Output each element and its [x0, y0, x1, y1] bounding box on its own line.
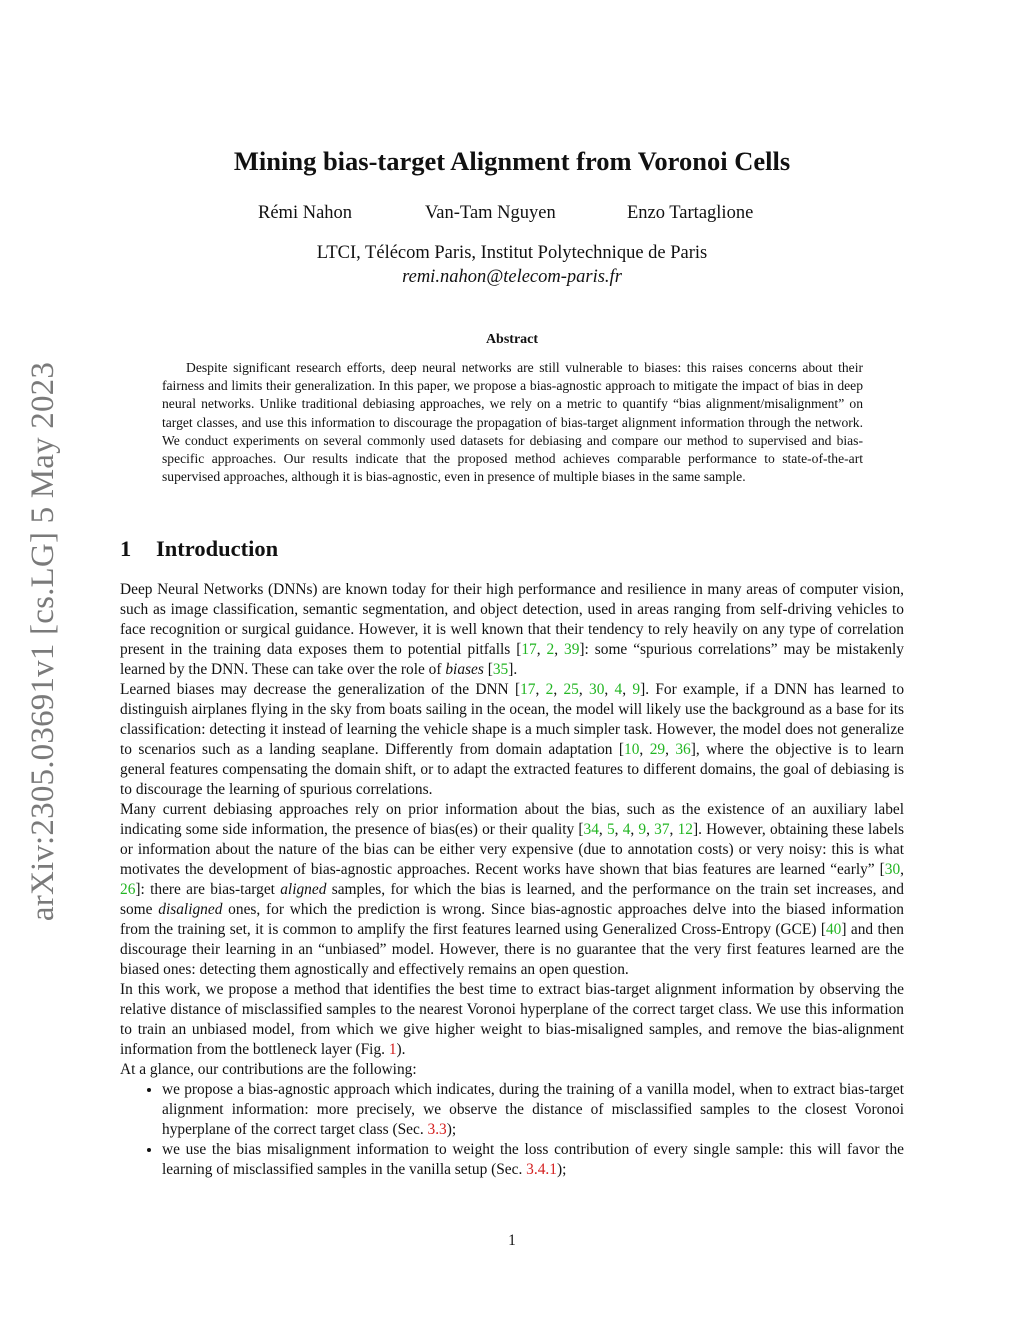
text-run: we use the bias misalignment information to weight the loss contribution of every single sample: this will favor the learning of misclassified samples in the vanilla setup (Sec. [162, 1141, 904, 1178]
citation-link[interactable]: 30 [589, 681, 605, 698]
text-run: , [614, 821, 623, 838]
text-run: In this work, we propose a method that identifies the best time to extract bias-target alignment information by observing the relative distance of misclassified samples to the nearest Voronoi hyperplane of the correct target class. We use this information to train an unbiased model, from which we give higher weight to bias-misaligned samples, and remove the bias-alignment information from the bottleneck layer (Fig. [120, 981, 904, 1058]
text-run: ); [446, 1121, 457, 1138]
citation-link[interactable]: 2 [545, 681, 554, 698]
page-number: 1 [508, 1232, 516, 1249]
arxiv-stamp [14, 351, 74, 931]
text-run: Many current debiasing approaches rely on prior information about the bias, such as the existence of an auxiliary label indicating some side information, the presence of bias(es) or their quality [ [120, 801, 904, 838]
text-run: , [646, 821, 655, 838]
text-run: , [604, 681, 615, 698]
text-run: samples, for which the bias is learned, and the performance on the train set increases, and some [120, 881, 904, 918]
text-run: ]. [508, 661, 518, 678]
text-run: , [578, 681, 589, 698]
text-run: ]: there are bias-target [135, 881, 281, 898]
citation-link[interactable]: 2 [546, 641, 555, 658]
citation-link[interactable]: 26 [120, 881, 136, 898]
paragraph [120, 800, 904, 980]
text-run: , [630, 821, 639, 838]
author-list [0, 203, 1024, 229]
text-run: , [536, 641, 547, 658]
citation-link[interactable]: 25 [563, 681, 579, 698]
abstract-heading: Abstract [485, 332, 539, 347]
cross-reference-link[interactable]: 3.4.1 [526, 1161, 557, 1178]
author-name: Enzo Tartaglione [627, 203, 754, 223]
section-number: 1 [120, 536, 132, 561]
citation-link[interactable]: 30 [884, 861, 901, 878]
text-run: , [669, 821, 678, 838]
text-run: ]. For example, if a DNN has learned to distinguish airplanes flying in the sky from boats sailing in the ocean, the model will likely use the background as a base for its classification: detecting it instead of learning the vehicle shape is a much simpler task. However, the model does not generalize to scenarios such as a landing seaplane. Differently from domain adaptation [ [120, 681, 905, 758]
author-name: Van-Tam Nguyen [425, 203, 556, 223]
text-run: Deep Neural Networks (DNNs) are known today for their high performance and resilience in many areas of computer vision, such as image classification, semantic segmentation, and object detection, used in areas ranging from self-driving vehicles to face recognition or surgical guidance. However, it is well known that their tendency to rely heavily on any type of correlation present in the training data exposes them to potential pitfalls [ [120, 581, 904, 658]
citation-link[interactable]: 12 [677, 821, 693, 838]
citation-link[interactable]: 17 [521, 641, 537, 658]
text-run: ); [556, 1161, 567, 1178]
section-heading [120, 536, 278, 562]
citation-link[interactable]: 35 [492, 661, 509, 678]
text-run: At a glance, our contributions are the following: [120, 1061, 417, 1078]
text-run: ]: some “spurious correlations” may be mistakenly learned by the DNN. These can take over the role of [120, 641, 904, 678]
text-run: , [900, 861, 904, 878]
citation-link[interactable]: 39 [564, 641, 580, 658]
text-run: , [639, 741, 650, 758]
text-run: ones, for which the prediction is wrong. Since bias-agnostic approaches delve into the biased information from the training set, it is common to amplify the first features learned using Generalized Cross-Entropy (GCE) [ [120, 901, 904, 938]
abstract-text: Despite significant research efforts, deep neural networks are still vulnerable to biases: this raises concerns about their fairness and limits their generalization. In this paper, we propose a bias-agnostic approach to mitigate the impact of bias in deep neural networks. Unlike traditional debiasing approaches, we rely on a metric to quantify “bias alignment/misalignment” on target classes, and use this information to discourage the propagation of bias-target alignment information through the network. We conduct experiments on several commonly used datasets for debiasing and compare our method to supervised and bias-specific approaches. Our results indicate that the proposed method achieves comparable performance to state-of-the-art supervised approaches, although it is bias-agnostic, even in presence of multiple biases in the same sample. [162, 360, 863, 485]
text-run: ). [396, 1041, 406, 1058]
section-title: Introduction [156, 536, 279, 561]
citation-link[interactable]: 29 [649, 741, 666, 758]
text-run: we propose a bias-agnostic approach which indicates, during the training of a vanilla model, when to extract bias-target alignment information: more precisely, we observe the distance of misclassified samples to the closest Voronoi hyperplane of the correct target class (Sec. [162, 1081, 904, 1138]
emphasized-text: aligned [280, 881, 327, 898]
contribution-item [162, 1080, 904, 1140]
text-run: ] and then discourage their learning in an “unbiased” model. However, there is no guarantee that the very first features learned are the biased ones: detecting them agnostically and effectively remains an open question. [120, 921, 904, 978]
author-name: Rémi Nahon [258, 203, 353, 223]
citation-link[interactable]: 5 [606, 821, 615, 838]
arxiv-stamp-text: arXiv:2305.03691v1 [cs.LG] 5 May 2023 [25, 361, 62, 921]
text-run: [ [483, 661, 493, 678]
citation-link[interactable]: 9 [638, 821, 647, 838]
contribution-list [120, 1080, 904, 1180]
citation-link[interactable]: 34 [583, 821, 599, 838]
author-email[interactable]: remi.nahon@telecom-paris.fr [402, 267, 622, 287]
contribution-item [162, 1140, 904, 1180]
text-run: , [553, 681, 564, 698]
citation-link[interactable]: 40 [825, 921, 842, 938]
affiliation: LTCI, Télécom Paris, Institut Polytechnique de Paris [316, 243, 708, 263]
citation-link[interactable]: 36 [675, 741, 691, 758]
text-run: , [554, 641, 565, 658]
text-run: , [622, 681, 633, 698]
citation-link[interactable]: 37 [654, 821, 670, 838]
paragraph [120, 1060, 904, 1080]
emphasized-text: disaligned [158, 901, 223, 918]
text-run: , [535, 681, 546, 698]
text-run: ]. However, obtaining these labels or information about the nature of the bias can be either very expensive (due to annotation costs) or very noisy: this is what motivates the development of bias-agnostic approaches. Recent works have shown that bias features are learned “early” [ [120, 821, 904, 878]
cross-reference-link[interactable]: 3.3 [427, 1121, 447, 1138]
cross-reference-link[interactable]: 1 [388, 1041, 397, 1058]
paragraph [120, 580, 904, 680]
paper-title: Mining bias-target Alignment from Voronoi Cells [233, 146, 791, 176]
paragraph [120, 680, 904, 800]
citation-link[interactable]: 4 [614, 681, 623, 698]
emphasized-text: biases [445, 661, 484, 678]
citation-link[interactable]: 17 [520, 681, 536, 698]
paragraph-list [120, 580, 904, 1080]
text-run: , [665, 741, 676, 758]
citation-link[interactable]: 4 [622, 821, 631, 838]
text-run: , [598, 821, 607, 838]
paragraph [120, 980, 904, 1060]
body-text [120, 580, 904, 1180]
text-run: ], where the objective is to learn general features compensating the domain shift, or to adapt the extracted features to different domains, the goal of debiasing is to discourage the learning of spurious correlations. [120, 741, 904, 798]
text-run: Learned biases may decrease the generalization of the DNN [ [120, 681, 521, 698]
citation-link[interactable]: 9 [632, 681, 641, 698]
citation-link[interactable]: 10 [624, 741, 640, 758]
